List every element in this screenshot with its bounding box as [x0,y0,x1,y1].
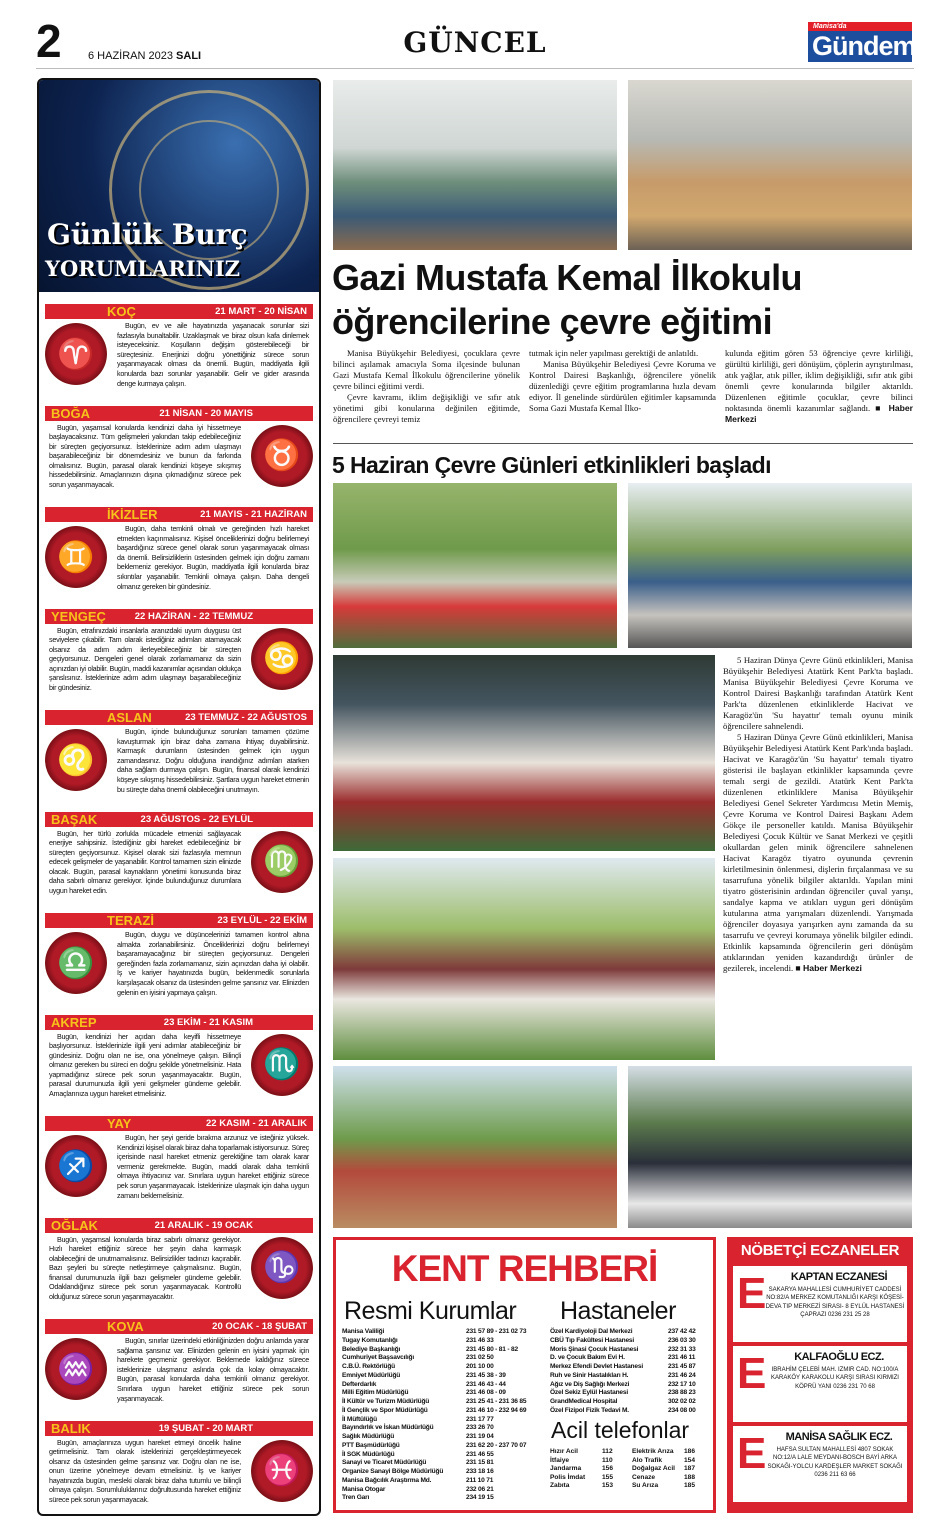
sign-name: YAY [107,1116,132,1131]
article2-body [723,655,913,974]
official-list [342,1328,526,1503]
entry-name: D. ve Çocuk Bakım Evi H. [550,1354,625,1362]
zodiac-4-icon: ♌ [45,729,107,791]
logo-sub: Manisa'da [808,22,912,31]
entry-name: Polis İmdat [550,1473,586,1481]
entry-name: Özel Fizipol Fizik Tedavi M. [550,1406,629,1414]
directory-row [342,1346,526,1355]
entry-phone: 153 [602,1482,614,1490]
entry-name: Manisa Otogar [342,1485,386,1493]
zodiac-5-icon: ♍ [251,831,313,893]
icon-spacer [241,423,309,487]
sign-name: YENGEÇ [51,608,106,624]
sign-name: ASLAN [107,710,152,725]
sign-name: İKİZLER [107,507,158,522]
page-number: 2 [36,15,62,67]
icon-spacer [241,626,309,690]
directory-row [550,1337,696,1346]
sign-2 [45,503,313,605]
sign-name: KOVA [107,1319,144,1334]
sign-text: Bugün, duygu ve düşüncelerinizi tamamen kontrol altına almakta zorlanabilirsiniz. Önceliklerinizi doğru belirlemeyi başaramayacağınız bir süreçten geçiyorsunuz. Dengeleri gereğinden fazla zorlamamanız, sizin açınızdan daha iyi olabilir. İş ve kariyer hayatınızda bugün, beklenmedik sorunlarla karşılaşacak olsanız da üstesinden gelme şansınız var. Elinizden gelenin en iyisini yapmaya çalışın. [117,930,309,997]
entry-name: Özel Kardiyoloji Dal Merkezi [550,1328,633,1335]
sign-name: BAŞAK [51,811,98,827]
sign-text: Bugün, etrafınızdaki insanlarla aranızdaki uyum duygusu üst seviyelere çıkabilir. Tam olarak istediğiniz adımları atamayacak olsanız da adım adım ilerleyebileceğiniz bir süreçten geçiyorsunuz. Dengeleri genel olarak zorlamamanız da sizin açınızdan iyi olabilir. Bugün, maddi kazanımlar açısından oldukça şanslısınız. İsteklerinize adım adım ulaşmayı başarabileceğiniz bir gündesiniz. [49,625,241,693]
entry-phone: 237 42 42 [668,1328,696,1335]
entry-name: Ruh ve Sinir Hastalıkları H. [550,1371,629,1379]
logo-main: Gündem [812,31,916,61]
sign-text: Bugün, içinde bulunduğunuz sorunları tamamen çözüme kavuşturmak için biraz daha zamana ihtiyaç duyabilirsiniz. Karmaşık durumların üstesinden gelmek için uygun zamandasınız. Doğru olduğuna inandığınız adımları atarken daha sağlam durmaya çalışın. Bugün, finansal olarak kendinizi köşeye sıkışmış hissedebilirsiniz. Şartlara uygun hareket etmenin bu süreçte daha önemli olabileceğini unutmayın. [117,727,309,794]
sign-text-block [49,1336,309,1403]
entry-phone: 302 02 02 [668,1398,696,1405]
sign-4 [45,706,313,808]
byline: ■ Haber Merkezi [795,963,862,973]
entry-phone: 231 46 24 [668,1371,696,1379]
sign-text: Bugün, ev ve aile hayatınızda yaşanacak sorunlar sizi fazlasıyla bunaltabilir. Uzaklaşmak ve biraz olsun kafa dinlemek isteyeceksiniz. Koşulların değişim gösterebileceği bir süreçtesiniz. Enerjinizi doğru yönettiğiniz sürece sorun yaşanmayacak olması da önemli. Bugün, maddiyatla ilgili konularda bazı sorunlar yaşanabilir. Gelir ve gider arasında denge kurmaya çalışın. [117,321,309,388]
sign-text: Bugün, her türlü zorlukla mücadele etmenizi sağlayacak enerjiye sahipsiniz. İstediğiniz gibi hareket edebileceğiniz bir süreçten geçiyorsunuz. Kişisel olarak sizi fazlasıyla memnun edecek gelişmeler de yaşanabilir. Kontrol tamamen sizin elinizde olacak. Bugün, parasal kaynakların yönetimi konusunda biraz daha sabırlı olmanız gerekiyor. İçinde bulunduğunuz durumlara uygun hareket edin. [49,828,241,896]
directory-row [342,1486,526,1495]
entry-phone: 110 [602,1456,613,1464]
article2-headline: 5 Haziran Çevre Günleri etkinlikleri başladı [332,452,771,478]
icon-spacer [49,524,117,588]
pharmacy-item [733,1266,907,1342]
entry-name: Doğalgaz Acil [632,1465,675,1473]
sign-text-block [49,1235,309,1302]
directory-row [342,1389,526,1398]
entry-name: Tren Garı [342,1494,370,1502]
entry-name: GrandMedical Hospital [550,1398,618,1405]
event-photo-1 [333,483,617,648]
sign-text: Bugün, daha temkinli olmalı ve gereğinden hızlı hareket etmekten kaçınmalısınız. Kişisel önceliklerinizi doğru belirlemeyi başardığınız sürece genel olarak sorun yaşanmayacak olması da önemli. Belirsizliklerin üstesinden gelmek için doğru zamanı beklemeniz gerekiyor. Bugün, maddiyatla ilgili konularda biraz sıkıntılar yaşanabilir. Temkinli olmaya çalışın. Daha dengeli olmanız gereken bir gündesiniz. [117,524,309,591]
icon-spacer [49,930,117,994]
directory-row [342,1494,526,1503]
icon-spacer [241,1032,309,1096]
sign-dates: 22 HAZİRAN - 22 TEMMUZ [134,610,253,622]
entry-phone: 231 46 10 - 232 94 69 [466,1406,527,1414]
article1-col1 [333,348,520,425]
entry-phone: 186 [684,1448,696,1455]
event-photo-6 [628,1066,912,1228]
sign-text: Bugün, amaçlarınıza uygun hareket etmeyi öncelik haline getirmelisiniz. Tam olarak isteklerinizi gerçekleştirmeyecek olsanız da üstesinden gelme şansınız var. Doğru olan ne ise, onun üzerine yönelmeye devam etmelisiniz. İş ve kariyer hayatınızda bugün, mesleki olarak biraz daha tutumlu ve bilinçli olmaya çalışın. Sorumluluklarınız doğrultusunda hareket ettiğiniz sürece pek sorun yaşanmayacak. [49,1437,241,1505]
directory-row [550,1389,696,1398]
pharmacy-box [727,1237,913,1513]
icon-spacer [241,829,309,893]
entry-name: Bayındırlık ve İskan Müdürlüğü [342,1424,434,1432]
entry-phone: 211 10 71 [466,1476,494,1484]
entry-phone: 188 [684,1473,696,1481]
entry-phone: 236 03 30 [668,1336,696,1344]
icon-spacer [241,1438,309,1502]
sign-8 [45,1112,313,1214]
event-photo-5 [333,1066,617,1228]
entry-phone: 231 17 77 [466,1415,494,1423]
pharmacy-e-icon: E [737,1269,767,1318]
entry-phone: 231 19 04 [466,1433,494,1440]
paragraph: Manisa Büyükşehir Belediyesi Çevre Koruma ve Kontrol Dairesi Başkanlığı, öğrencilere yönelik düzenlediği çevre eğitim programlarına hızla devam ediyor. İl genelinde sürdürülen eğitimler kapsamında Soma Gazi Mustafa Kemal İlko- [529,359,716,413]
directory-row [550,1407,696,1416]
sign-dates: 23 AĞUSTOS - 22 EYLÜL [140,813,253,825]
sign-name: BOĞA [51,405,90,421]
entry-phone: 231 46 08 - 09 [466,1389,506,1397]
entry-name: Moris Şinasi Çocuk Hastanesi [550,1345,639,1353]
directory-row [342,1407,526,1416]
sign-name: KOÇ [107,304,136,319]
zodiac-3-icon: ♋ [251,628,313,690]
sign-dates: 21 MAYIS - 21 HAZİRAN [200,509,307,520]
horoscope-column [37,78,321,1516]
entry-phone: 231 45 38 - 39 [466,1371,506,1379]
entry-name: İtfaiye [550,1456,570,1464]
entry-name: İl SGK Müdürlüğü [342,1450,395,1458]
directory-row [550,1474,613,1483]
entry-name: Ağız ve Diş Sağlığı Merkezi [550,1380,630,1388]
directory-row [342,1451,526,1460]
zodiac-10-icon: ♒ [45,1338,107,1400]
sign-text-block [49,1133,309,1200]
horoscope-subtitle: YORUMLARINIZ [45,256,240,281]
entry-phone: 187 [684,1465,696,1473]
icon-spacer [49,1336,117,1400]
article1-col2 [529,348,716,414]
entry-phone: 201 10 00 [466,1363,494,1370]
directory-row [342,1433,526,1442]
directory-row [342,1416,526,1425]
directory-row [342,1424,526,1433]
paragraph: tutmak için neler yapılması gerektiği de anlatıldı. [529,348,699,358]
sign-text-block [49,1032,309,1099]
emergency-list-right [632,1448,695,1491]
classroom-photo-2 [628,80,912,250]
entry-phone: 231 15 81 [466,1459,494,1467]
entry-name: İl Müftülüğü [342,1415,377,1423]
entry-name: Jandarma [550,1465,582,1473]
directory-row [632,1474,695,1483]
directory-row [550,1363,696,1372]
hospitals-heading: Hastaneler [560,1297,676,1325]
sign-list [39,292,319,1516]
directory-row [550,1346,696,1355]
sign-text: Bugün, kendinizi her açıdan daha keyifli hissetmeye başlıyorsunuz. İsteklerinizle ilgili yeni adımlar atabileceğiniz bir gündesiniz. Doğru olan ne ise, ona yönelmeye çalışın. Bilinçli olmanız gereken bu süreci en doğru şekilde yönetmelisiniz. Hata yapmadığınız sürece pek sorun yaşanmayacaktır. Bugün, parasal durumunuzla ilgili yeni gelişmeler gündeme gelebilir. Amaçlarınıza uygun hareket etmelisiniz. [49,1031,241,1099]
byline: ■ Haber Merkezi [725,403,913,424]
sign-7 [45,1011,313,1113]
directory-row [632,1448,695,1457]
entry-name: Cenaze [632,1473,656,1481]
zodiac-2-icon: ♊ [45,526,107,588]
paragraph: 5 Haziran Dünya Çevre Günü etkinlikleri, Manisa Büyükşehir Belediyesi Atatürk Kent Park'ında başladı. Hacivat ve Karagöz'ün 'Su hayattır' temalı tiyatro gösterisi ile başlayan etkinlikler kapsamında çevre temalı sergi de gezildi. Atatürk Kent Park'ta düzenlenen etkinliklere Manisa Büyükşehir Belediyesi Genel Sekreter Yardımcısı Metin Memiş, Çevre Koruma ve Kontrol Dairesi Başkanı Adem Gökçe ile personeller katıldı. Manisa Büyükşehir Belediyesi Çocuk Kültür ve Sanat Merkezi ve çeşitli okullardan gelen minik öğrencilere sahnelenen Hacivat Karagöz tiyatro oyununda çevrenin kirletilmesinin önlenmesi, dişlerin fırçalanması ve su tasarrufuna yönelik bilgiler aktarıldı. Yapılan mini tiyatro gösterisinin ardından öğrenciler çuval yarışı, sandalye kapma ve atıkları uygun geri dönüşüm kutularına atma yarışmaları düzenlendi. Yarışmada öğrenciler doyasıya yarışırken aynı zamanda da su tasarrufu ve çevreyi korumaya yönelik bilgiler edindi. Etkinlik kapsamında öğrencilerin geri dönüşüm atıklarından yeniden kazandırdığı ürünler de gezilerek, incelendi. [723,732,913,973]
entry-name: Sanayi ve Ticaret Müdürlüğü [342,1459,427,1467]
entry-name: İl Gençlik ve Spor Müdürlüğü [342,1406,428,1414]
hospital-list [550,1328,696,1416]
pharmacy-name: KALFAOĞLU ECZ. [794,1351,884,1363]
sign-text-block [49,321,309,388]
directory-row [550,1354,696,1363]
directory-row [342,1328,526,1337]
sign-6 [45,909,313,1011]
horoscope-banner [39,80,319,292]
entry-name: Merkez Efendi Devlet Hastanesi [550,1363,643,1370]
entry-phone: 232 17 10 [668,1380,696,1388]
day-text: SALI [176,50,202,62]
directory-row [342,1363,526,1372]
sign-dates: 23 TEMMUZ - 22 AĞUSTOS [185,712,307,723]
entry-phone: 231 02 50 [466,1354,494,1362]
zodiac-8-icon: ♐ [45,1135,107,1197]
directory-row [550,1328,696,1337]
entry-name: CBÜ Tıp Fakültesi Hastanesi [550,1336,635,1344]
sign-text-block [49,626,309,693]
sign-text: Bugün, yaşamsal konularda kendinizi daha iyi hissetmeye başlayacaksınız. Tüm gelişmeleri yakından takip edebileceğiniz bir süreçten geçiyorsunuz. İsteklerinize adım adım ulaşmayı başarabileceğiniz bir dönemdesiniz ve bunun da farkında olmalısınız. Bugün, parasal olarak kendinizi köşeye sıkışmış hissedebilirsiniz. Amaçlarınızın dışına çıkmadığınız sürece pek sorun yaşanmayacak. [49,422,241,490]
sign-name: AKREP [51,1014,97,1030]
entry-name: Hızır Acil [550,1448,578,1455]
paragraph: Manisa Büyükşehir Belediyesi, çocuklara çevre bilinci aşılamak amacıyla Soma ilçesinde bulunan Gazi Mustafa Kemal İlkokulu öğrencilerine yönelik çevre bilinci eğitimi verdi. [333,348,520,391]
paragraph: 5 Haziran Dünya Çevre Günü etkinlikleri, Manisa Büyükşehir Belediyesi Atatürk Kent Park'ta başladı. Manisa Büyükşehir Belediyesi Çevre Koruma ve Kontrol Dairesi Başkanlığı tarafından Atatürk Kent Park'ta düzenlenen etkinliklerde Hacivat ve Karagöz'ün 'Su hayattır' temalı oyunu minik öğrencilere sahnelendi. [723,655,913,731]
zodiac-9-icon: ♑ [251,1237,313,1299]
pharmacy-list [730,1266,910,1502]
directory-row [550,1448,613,1457]
event-photo-3 [333,655,715,851]
entry-name: Su Arıza [632,1482,659,1490]
event-photo-2 [628,483,912,648]
sign-dates: 23 EYLÜL - 22 EKİM [217,915,307,926]
article1-headline: Gazi Mustafa Kemal İlkokulu öğrencilerine çevre eğitimi [332,257,802,342]
sign-11 [45,1417,313,1517]
entry-name: Sağlık Müdürlüğü [342,1433,395,1440]
sign-text-block [49,423,309,490]
zodiac-7-icon: ♏ [251,1034,313,1096]
sign-text: Bugün, sınırlar üzerindeki etkinliğinizden doğru anlamda yarar sağlama şansınız var. Elinizden gelenin en iyisini yapmak için harekete geçmeniz gerekiyor. Beklemede kaldığınız sürece isteklerinize ulaşmanız aslında çok da kolay olmayacaktır. Bugün, parasal konularda daha temkinli olmanız gerekiyor. Sınırlara uygun hareket ettiğiniz sürece pek sorun yaşanmayacak. [117,1336,309,1403]
directory-row [342,1354,526,1363]
directory-title: KENT REHBERİ [391,1248,658,1289]
entry-name: Zabıta [550,1482,570,1490]
entry-name: Tugay Komutanlığı [342,1336,398,1344]
emergency-heading: Acil telefonlar [551,1417,690,1443]
entry-phone: 238 88 23 [668,1389,696,1397]
sign-5 [45,808,313,910]
sign-10 [45,1315,313,1417]
event-photo-4 [333,858,715,1060]
directory-row [632,1465,695,1474]
entry-phone: 233 26 70 [466,1424,494,1432]
paragraph: Çevre kavramı, iklim değişikliği ve sıfır atık yönetimi gibi konularına değinilen eğitimde, öğrencilere çevreyi temiz [333,392,520,424]
pharmacy-address: HAFSA SULTAN MAHALLESİ 4807 SOKAK NO:12/A LALE MEYDANI-BOSCH BAYİ ARKA SOKAĞI-YOLCU KARDEŞLER MARKET SOKAĞI 0236 211 63 66 [767,1447,903,1479]
sign-name: BALIK [51,1420,91,1436]
zodiac-6-icon: ♎ [45,932,107,994]
entry-phone: 231 46 33 [466,1336,494,1344]
date-text: 6 HAZİRAN 2023 [88,50,173,62]
directory-row [342,1372,526,1381]
directory-row [632,1482,695,1491]
emergency-list-left [550,1448,613,1491]
pharmacy-title: NÖBETÇİ ECZANELER [740,1242,900,1259]
entry-phone: 155 [602,1473,614,1481]
horoscope-title: Günlük Burç [47,218,248,251]
icon-spacer [49,321,117,385]
pharmacy-name: MANİSA SAĞLIK ECZ. [785,1431,893,1443]
entry-name: Manisa Valiliği [342,1328,385,1335]
entry-name: Defterdarlık [342,1380,377,1388]
entry-phone: 232 06 21 [466,1485,494,1493]
entry-phone: 231 45 87 [668,1363,696,1370]
directory-row [342,1468,526,1477]
sign-3 [45,605,313,707]
directory-row [342,1381,526,1390]
directory-row [342,1442,526,1451]
entry-name: Alo Trafik [632,1456,663,1464]
entry-name: Elektrik Arıza [632,1448,674,1455]
zodiac-0-icon: ♈ [45,323,107,385]
pharmacy-name: KAPTAN ECZANESİ [790,1271,888,1283]
sign-text: Bugün, her şeyi geride bırakma arzunuz ve isteğiniz yüksek. Kendinizi kişisel olarak biraz daha toparlamak istiyorsunuz. Süreç içerisinde nasıl hareket etmeniz gerektiğine tam olarak karar vermeniz gerekmekte. Bugün, maddi olarak daha temkinli olmaya ihtiyacınız var. Sınırlara uygun hareket ettiğiniz sürece pek sorun yaşanmayacak. İsteklerinize ulaşmak için daha uygun zamanı beklemelisiniz. [117,1133,309,1200]
entry-name: Özel Sekiz Eylül Hastanesi [550,1389,628,1397]
sign-dates: 23 EKİM - 21 KASIM [163,1016,253,1028]
pharmacy-address: SAKARYA MAHALLESİ CUMHURİYET CADDESİ NO:82/A MERKEZ KOMUTANLIĞI KARŞI KÖŞESİ-DEVA TIP MERKEZİ SIRASI- 8 EYLÜL HASTANESİ ÇAPRAZI 0236 231 25 28 [765,1287,905,1319]
entry-phone: 231 46 11 [668,1354,696,1362]
sign-dates: 22 KASIM - 21 ARALIK [206,1118,307,1129]
newspaper-logo[interactable] [808,22,916,62]
pharmacy-e-icon: E [737,1429,767,1478]
directory-row [550,1381,696,1390]
sign-text-block [49,1438,309,1505]
pharmacy-item [733,1426,907,1502]
sign-dates: 19 ŞUBAT - 20 MART [158,1422,253,1434]
icon-spacer [241,1235,309,1299]
entry-phone: 231 46 43 - 44 [466,1380,506,1388]
sign-0 [45,300,313,402]
entry-phone: 185 [684,1482,696,1490]
header-divider [36,68,914,69]
entry-name: Emniyet Müdürlüğü [342,1371,401,1379]
sign-text-block [49,829,309,896]
sign-dates: 21 MART - 20 NİSAN [215,306,307,317]
section-title: GÜNCEL [403,26,547,59]
sign-name: OĞLAK [51,1217,98,1233]
sign-text-block [49,727,309,794]
directory-row [342,1459,526,1468]
entry-phone: 234 08 00 [668,1406,696,1414]
directory-row [632,1457,695,1466]
icon-spacer [49,1133,117,1197]
entry-phone: 154 [684,1456,696,1464]
entry-name: Organize Sanayi Bölge Müdürlüğü [342,1468,444,1475]
entry-phone: 231 25 41 - 231 36 85 [466,1398,527,1405]
entry-name: PTT Başmüdürlüğü [342,1441,400,1449]
directory-row [550,1372,696,1381]
sign-dates: 20 OCAK - 18 ŞUBAT [212,1321,307,1332]
entry-phone: 231 57 89 - 231 02 73 [466,1328,527,1335]
official-institutions-heading: Resmi Kurumlar [344,1297,517,1325]
entry-name: C.B.Ü. Rektörlüğü [342,1363,396,1370]
zodiac-11-icon: ♓ [251,1440,313,1502]
entry-name: İl Kültür ve Turizm Müdürlüğü [342,1398,430,1405]
entry-name: Milli Eğitim Müdürlüğü [342,1389,409,1397]
pharmacy-address: IBRAHİM ÇELEBİ MAH. IZMIR CAD. NO:100/A KARAKÖY KARAKOLU KARŞI SIRASI KIRMIZI KÖPRÜ YANI 0236 231 70 68 [771,1367,899,1390]
directory-row [342,1398,526,1407]
entry-phone: 231 62 20 - 237 70 07 [466,1441,527,1449]
entry-phone: 233 18 16 [466,1468,494,1475]
entry-name: Belediye Başkanlığı [342,1345,401,1353]
directory-row [550,1398,696,1407]
pharmacy-e-icon: E [737,1349,767,1398]
city-directory [333,1237,716,1513]
sign-9 [45,1214,313,1316]
entry-name: Manisa Bağcılık Araştırma Md. [342,1476,432,1484]
sign-dates: 21 NİSAN - 20 MAYIS [159,407,253,419]
icon-spacer [49,727,117,791]
sign-text-block [49,524,309,591]
entry-phone: 231 46 55 [466,1450,494,1458]
entry-phone: 112 [602,1448,613,1455]
sign-name: TERAZİ [107,913,154,928]
entry-phone: 231 45 80 - 81 - 82 [466,1345,518,1353]
directory-row [342,1337,526,1346]
directory-row [550,1465,613,1474]
sign-1 [45,402,313,504]
entry-name: Cumhuriyet Başsavcılığı [342,1354,414,1362]
pharmacy-item [733,1346,907,1422]
sign-dates: 21 ARALIK - 19 OCAK [154,1219,253,1231]
article-divider [333,443,913,444]
directory-row [550,1482,613,1491]
sign-text: Bugün, yaşamsal konularda biraz sabırlı olmanız gerekiyor. Hızlı hareket ettiğiniz sürece her şeyin daha karmaşık olabileceğini de unutmamalısınız. Belirsizlikler tadınızı kaçırabilir. Bazı şeyleri bu süreçte netleştirmeye çalışmalısınız. Bugün, finansal durumunuzla ilgili bazı gelişmeler gündeme gelebilir. Odaklandığınız sürece pek sorun yaşanmayacak. Kontrollü olduğunuz sürece sorun yaşanmayacaktır. [49,1234,241,1302]
article1-col3 [725,348,913,425]
entry-phone: 234 19 15 [466,1494,494,1502]
entry-phone: 156 [602,1465,614,1473]
sign-text-block [49,930,309,997]
paragraph: kulunda eğitim gören 53 öğrenciye çevre kirliliği, gürültü kirliliği, geri dönüşüm, çöplerin ayrıştırılması, atık yağlar, atık piller, iklim değişikliği, sıfır atık gibi önemli çevre konularında bilgiler aktarıldı. Düzenlenen eğitimle çocuklar, çevre bilinci noktasında önemli kazanımlar sağlandı. [725,348,913,413]
classroom-photo-1 [333,80,617,250]
directory-row [550,1457,613,1466]
entry-phone: 232 31 33 [668,1345,696,1353]
zodiac-1-icon: ♉ [251,425,313,487]
directory-row [342,1477,526,1486]
